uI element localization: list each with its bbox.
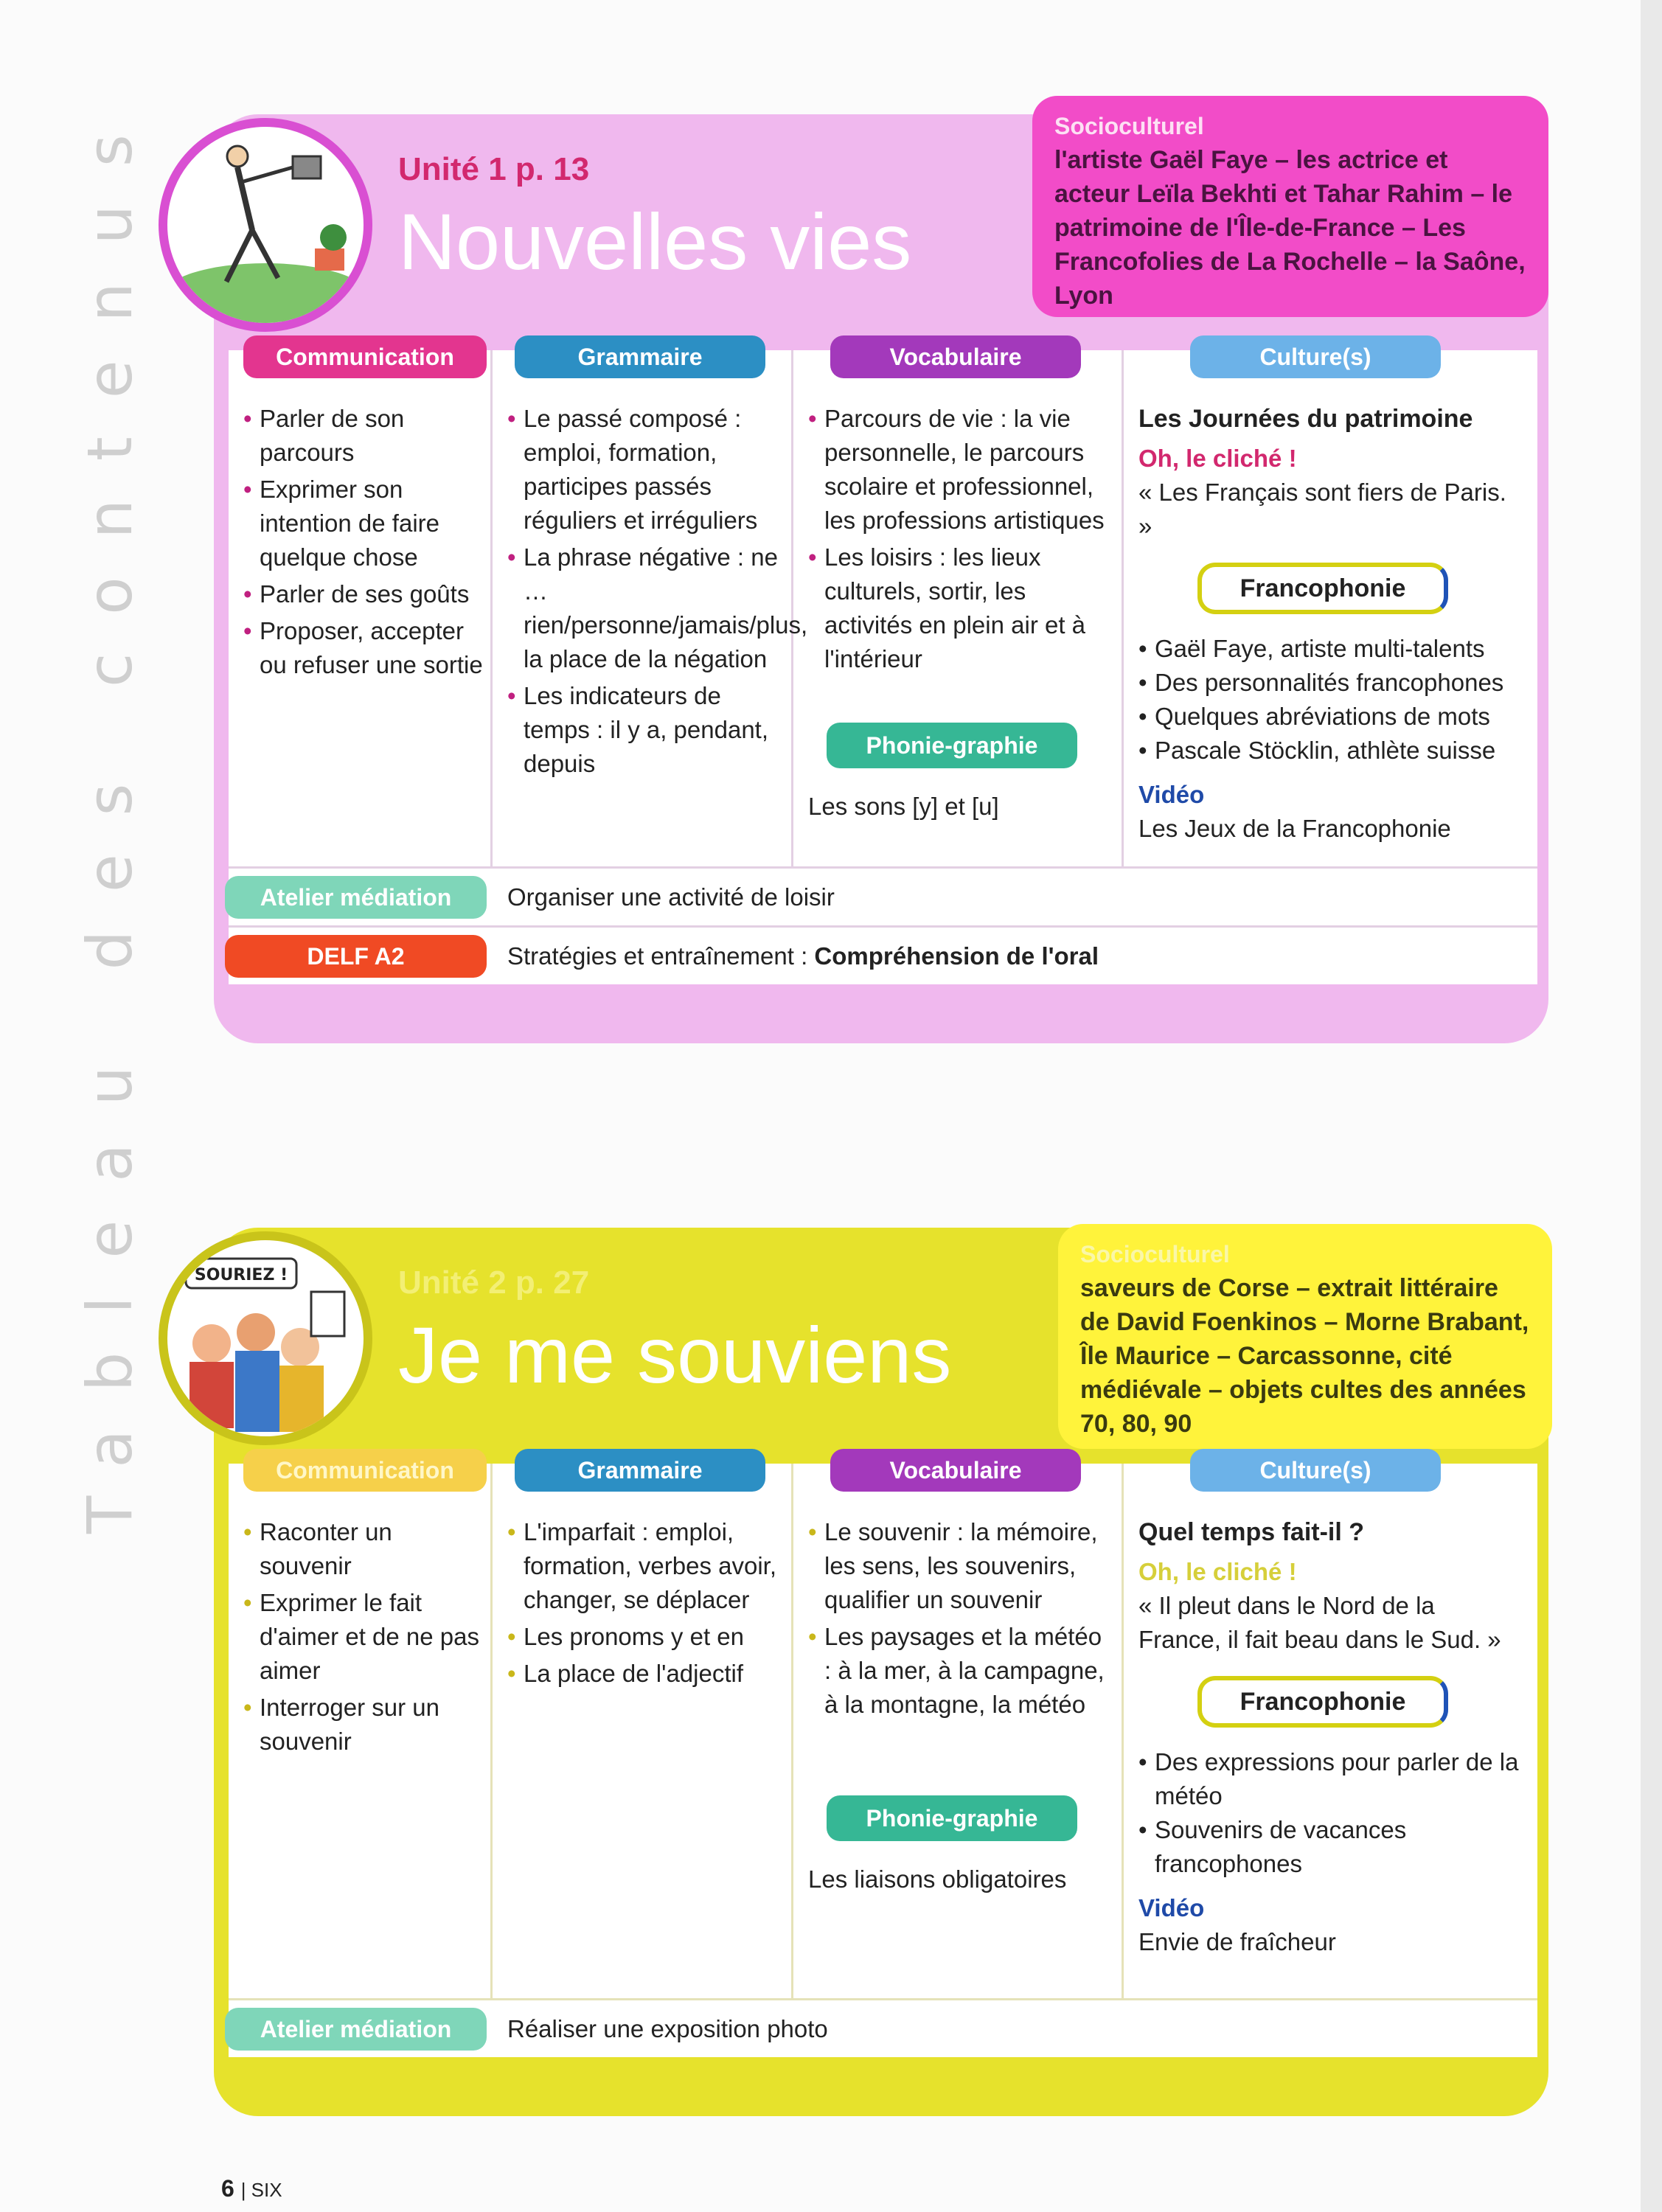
unit-1-card: [214, 114, 1548, 1043]
vocabulaire-label: Vocabulaire: [830, 335, 1081, 378]
unit-1-content-grid: [229, 344, 1537, 984]
list-item: • Raconter un souvenir: [243, 1515, 483, 1583]
list-item: • Des expressions pour parler de la météo: [1138, 1745, 1523, 1813]
phonie-graphie-label: Phonie-graphie: [827, 1795, 1077, 1841]
unit-2-illustration: [159, 1231, 372, 1445]
francophonie-label: Francophonie: [1197, 1676, 1448, 1728]
unit-2-socioculturel-box: [1058, 1224, 1552, 1449]
list-item: • Parler de son parcours: [243, 402, 483, 470]
delf-label: DELF A2: [225, 935, 487, 978]
socioculturel-text: l'artiste Gaël Faye – les actrice et acteur Leïla Bekhti et Tahar Rahim – le patrimoine de l'Île-de-France – Les Francofolies de La Rochelle – la Saône, Lyon: [1054, 146, 1526, 310]
culture-content: [1138, 1515, 1523, 1959]
culture-label: Culture(s): [1190, 335, 1441, 378]
culture-column: [1124, 344, 1537, 866]
list-item: • Le souvenir : la mémoire, les sens, les souvenirs, qualifier un souvenir: [808, 1515, 1114, 1617]
culture-theme: Quel temps fait-il ?: [1138, 1518, 1365, 1546]
list-item: • Des personnalités francophones: [1138, 666, 1523, 700]
list-item: • Interroger sur un souvenir: [243, 1691, 483, 1759]
list-item: • Pascale Stöcklin, athlète suisse: [1138, 734, 1523, 768]
spine-title: Tableau des contenus: [74, 96, 146, 1534]
list-item: • La place de l'adjectif: [507, 1657, 784, 1691]
atelier-row: [229, 1998, 1537, 2059]
unit-1-illustration: [159, 118, 372, 332]
list-item: • Les indicateurs de temps : il y a, pendant, depuis: [507, 679, 784, 781]
communication-column: [229, 344, 493, 866]
list-item: • Souvenirs de vacances francophones: [1138, 1813, 1523, 1881]
grammaire-label: Grammaire: [515, 1449, 765, 1492]
cliche-text: « Les Français sont fiers de Paris. »: [1138, 479, 1506, 540]
list-item: • Le passé composé : emploi, formation, participes passés réguliers et irréguliers: [507, 402, 784, 538]
video-text: Envie de fraîcheur: [1138, 1928, 1336, 1955]
vocabulaire-column: [793, 1457, 1124, 1998]
culture-column: [1124, 1457, 1537, 1998]
list-item: • Exprimer son intention de faire quelque chose: [243, 473, 483, 574]
crowd-illustration: [167, 1240, 364, 1436]
unit-2-reference: Unité 2 p. 27: [398, 1265, 590, 1301]
delf-prefix: Stratégies et entraînement :: [507, 942, 808, 970]
socioculturel-title: Socioculturel: [1054, 113, 1204, 139]
francophonie-list: [1138, 632, 1523, 768]
list-item: • Exprimer le fait d'aimer et de ne pas aimer: [243, 1586, 483, 1688]
badge-text: SOURIEZ !: [194, 1266, 288, 1284]
grammaire-label: Grammaire: [515, 335, 765, 378]
page-number: 6: [221, 2175, 234, 2202]
communication-label: Communication: [243, 1449, 487, 1492]
grammaire-column: [493, 344, 808, 866]
socioculturel-title: Socioculturel: [1080, 1241, 1230, 1267]
list-item: • Les loisirs : les lieux culturels, sortir, les activités en plein air et à l'intérieur: [808, 540, 1114, 676]
atelier-text: Réaliser une exposition photo: [507, 2015, 828, 2042]
unit-2-title: Je me souviens: [398, 1310, 952, 1399]
atelier-mediation-label: Atelier médiation: [225, 876, 487, 919]
francophonie-label: Francophonie: [1197, 563, 1448, 614]
atelier-text: Organiser une activité de loisir: [507, 883, 835, 911]
delf-text: [507, 942, 1099, 970]
list-item: • Les paysages et la météo : à la mer, à la campagne, à la montagne, la météo: [808, 1620, 1114, 1722]
list-item: • L'imparfait : emploi, formation, verbes avoir, changer, se déplacer: [507, 1515, 784, 1617]
list-item: • Gaël Faye, artiste multi-talents: [1138, 632, 1523, 666]
unit-1-reference: Unité 1 p. 13: [398, 151, 590, 187]
list-item: • Proposer, accepter ou refuser une sortie: [243, 614, 483, 682]
video-title: Vidéo: [1138, 1894, 1205, 1921]
culture-theme: Les Journées du patrimoine: [1138, 405, 1473, 433]
list-item: • Parler de ses goûts: [243, 577, 483, 611]
phonie-graphie-label: Phonie-graphie: [827, 723, 1077, 768]
walking-man-illustration: [167, 127, 364, 323]
page-footer: [221, 2175, 282, 2202]
list-item: • Parcours de vie : la vie personnelle, le parcours scolaire et professionnel, les professions artistiques: [808, 402, 1114, 538]
communication-column: [229, 1457, 493, 1998]
unit-1-socioculturel-box: [1032, 96, 1548, 317]
unit-1-title: Nouvelles vies: [398, 197, 912, 286]
list-item: • Quelques abréviations de mots: [1138, 700, 1523, 734]
atelier-row: [229, 866, 1537, 928]
delf-strong: Compréhension de l'oral: [814, 942, 1099, 970]
communication-label: Communication: [243, 335, 487, 378]
list-item: • La phrase négative : ne … rien/personne/jamais/plus, la place de la négation: [507, 540, 784, 676]
culture-content: [1138, 402, 1523, 846]
unit-2-header: [194, 1228, 1548, 1471]
vocabulaire-list: [808, 1515, 1114, 1725]
page-word: | SIX: [240, 2179, 282, 2201]
cliche-text: « Il pleut dans le Nord de la France, il fait beau dans le Sud. »: [1138, 1592, 1501, 1653]
culture-label: Culture(s): [1190, 1449, 1441, 1492]
vocabulaire-column: [793, 344, 1124, 866]
communication-list: [243, 1515, 483, 1761]
vocabulaire-list: [808, 402, 1114, 679]
unit-2-content-grid: [229, 1457, 1537, 2057]
list-item: • Les pronoms y et en: [507, 1620, 784, 1654]
atelier-mediation-label: Atelier médiation: [225, 2008, 487, 2051]
video-title: Vidéo: [1138, 781, 1205, 808]
unit-1-header: [214, 114, 1548, 358]
grammaire-column: [493, 1457, 793, 1998]
cliche-title: Oh, le cliché !: [1138, 445, 1297, 472]
phonie-graphie-text: Les sons [y] et [u]: [808, 793, 999, 820]
grammaire-list: [507, 1515, 784, 1694]
video-text: Les Jeux de la Francophonie: [1138, 815, 1451, 842]
unit-2-card: [194, 1228, 1548, 2116]
francophonie-list: [1138, 1745, 1523, 1881]
grammaire-list: [507, 402, 808, 784]
delf-row: [229, 925, 1537, 987]
communication-list: [243, 402, 483, 685]
socioculturel-text: saveurs de Corse – extrait littéraire de David Foenkinos – Morne Brabant, Île Maurice – Carcassonne, cité médiévale – objets cultes des années 70, 80, 90: [1080, 1274, 1529, 1438]
cliche-title: Oh, le cliché !: [1138, 1558, 1297, 1585]
vocabulaire-label: Vocabulaire: [830, 1449, 1081, 1492]
phonie-graphie-text: Les liaisons obligatoires: [808, 1865, 1067, 1893]
